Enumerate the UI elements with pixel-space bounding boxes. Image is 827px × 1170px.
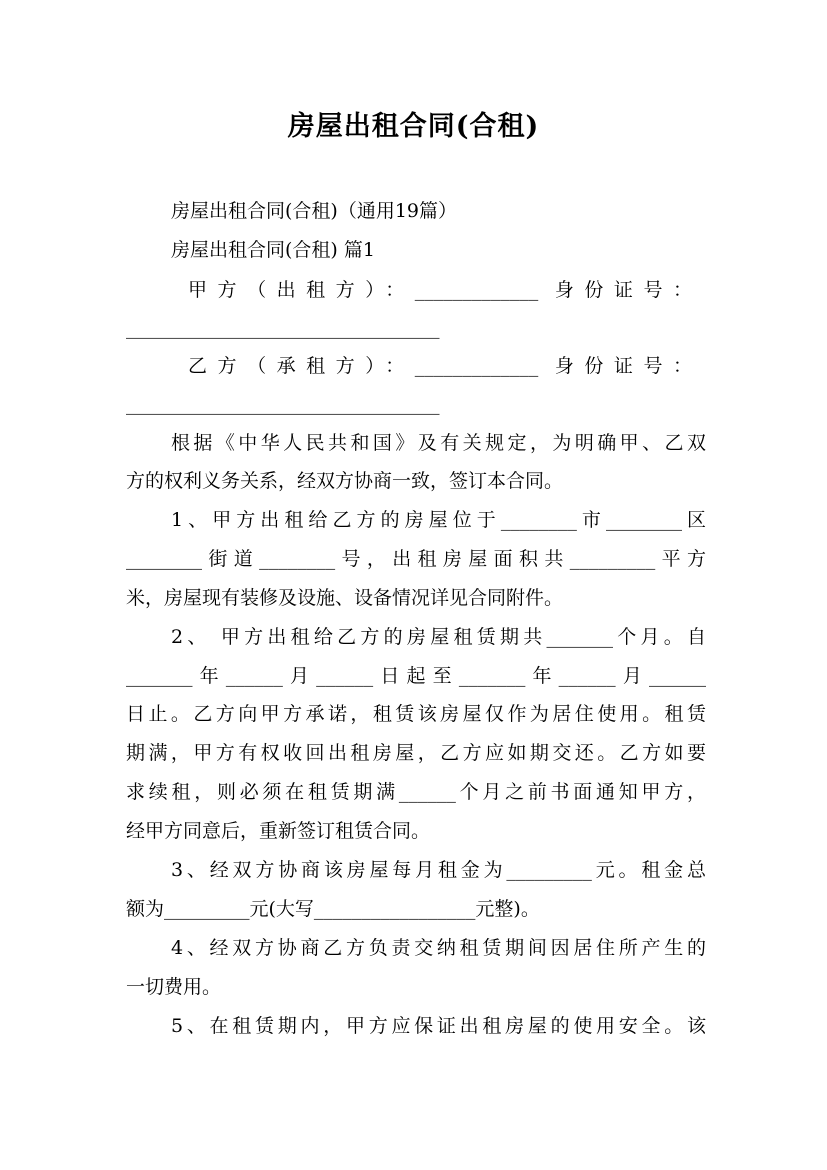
paragraph-line: 5、在租赁期内，甲方应保证出租房屋的使用安全。该 bbox=[171, 1015, 706, 1037]
paragraph-line: 1、甲方出租给乙方的房屋位于________市________区 bbox=[171, 509, 706, 531]
paragraph-line: 求续租，则必须在租赁期满______个月之前书面通知甲方， bbox=[126, 781, 706, 803]
paragraph-line: 根据《中华人民共和国》及有关规定，为明确甲、乙双 bbox=[171, 432, 706, 454]
paragraph-line: 2、 甲方出租给乙方的房屋租赁期共_______个月。自 bbox=[171, 626, 706, 648]
party-a-line: 甲方（出租方）：_____________ 身份证号： bbox=[188, 279, 692, 301]
paragraph-line: _______年______月______日起至_______年______月______ bbox=[126, 665, 706, 687]
section-heading: 房屋出租合同(合租) 篇1 bbox=[171, 239, 375, 261]
paragraph-line: 额为_________元(大写_________________元整)。 bbox=[126, 898, 540, 920]
paragraph-line: 3、经双方协商该房屋每月租金为_________元。租金总 bbox=[171, 859, 706, 881]
paragraph-line: 米，房屋现有装修及设施、设备情况详见合同附件。 bbox=[126, 587, 564, 609]
paragraph-line: ________街道________号，出租房屋面积共_________平方 bbox=[126, 548, 706, 570]
party-b-id-blank: _________________________________ bbox=[126, 393, 440, 415]
paragraph-line: 日止。乙方向甲方承诺，租赁该房屋仅作为居住使用。租赁 bbox=[126, 703, 706, 725]
paragraph-line: 期满，甲方有权收回出租房屋，乙方应如期交还。乙方如要 bbox=[126, 742, 706, 764]
paragraph-line: 4、经双方协商乙方负责交纳租赁期间因居住所产生的 bbox=[171, 937, 706, 959]
paragraph-line: 一切费用。 bbox=[126, 976, 222, 998]
document-title: 房屋出租合同(合租) bbox=[287, 111, 540, 142]
subtitle-line: 房屋出租合同(合租)（通用19篇） bbox=[171, 200, 458, 222]
paragraph-line: 经甲方同意后，重新签订租赁合同。 bbox=[126, 820, 431, 842]
party-a-id-blank: _________________________________ bbox=[126, 317, 440, 339]
paragraph-line: 方的权利义务关系，经双方协商一致，签订本合同。 bbox=[126, 470, 564, 492]
party-b-line: 乙方（承租方）：_____________ 身份证号： bbox=[188, 355, 692, 377]
